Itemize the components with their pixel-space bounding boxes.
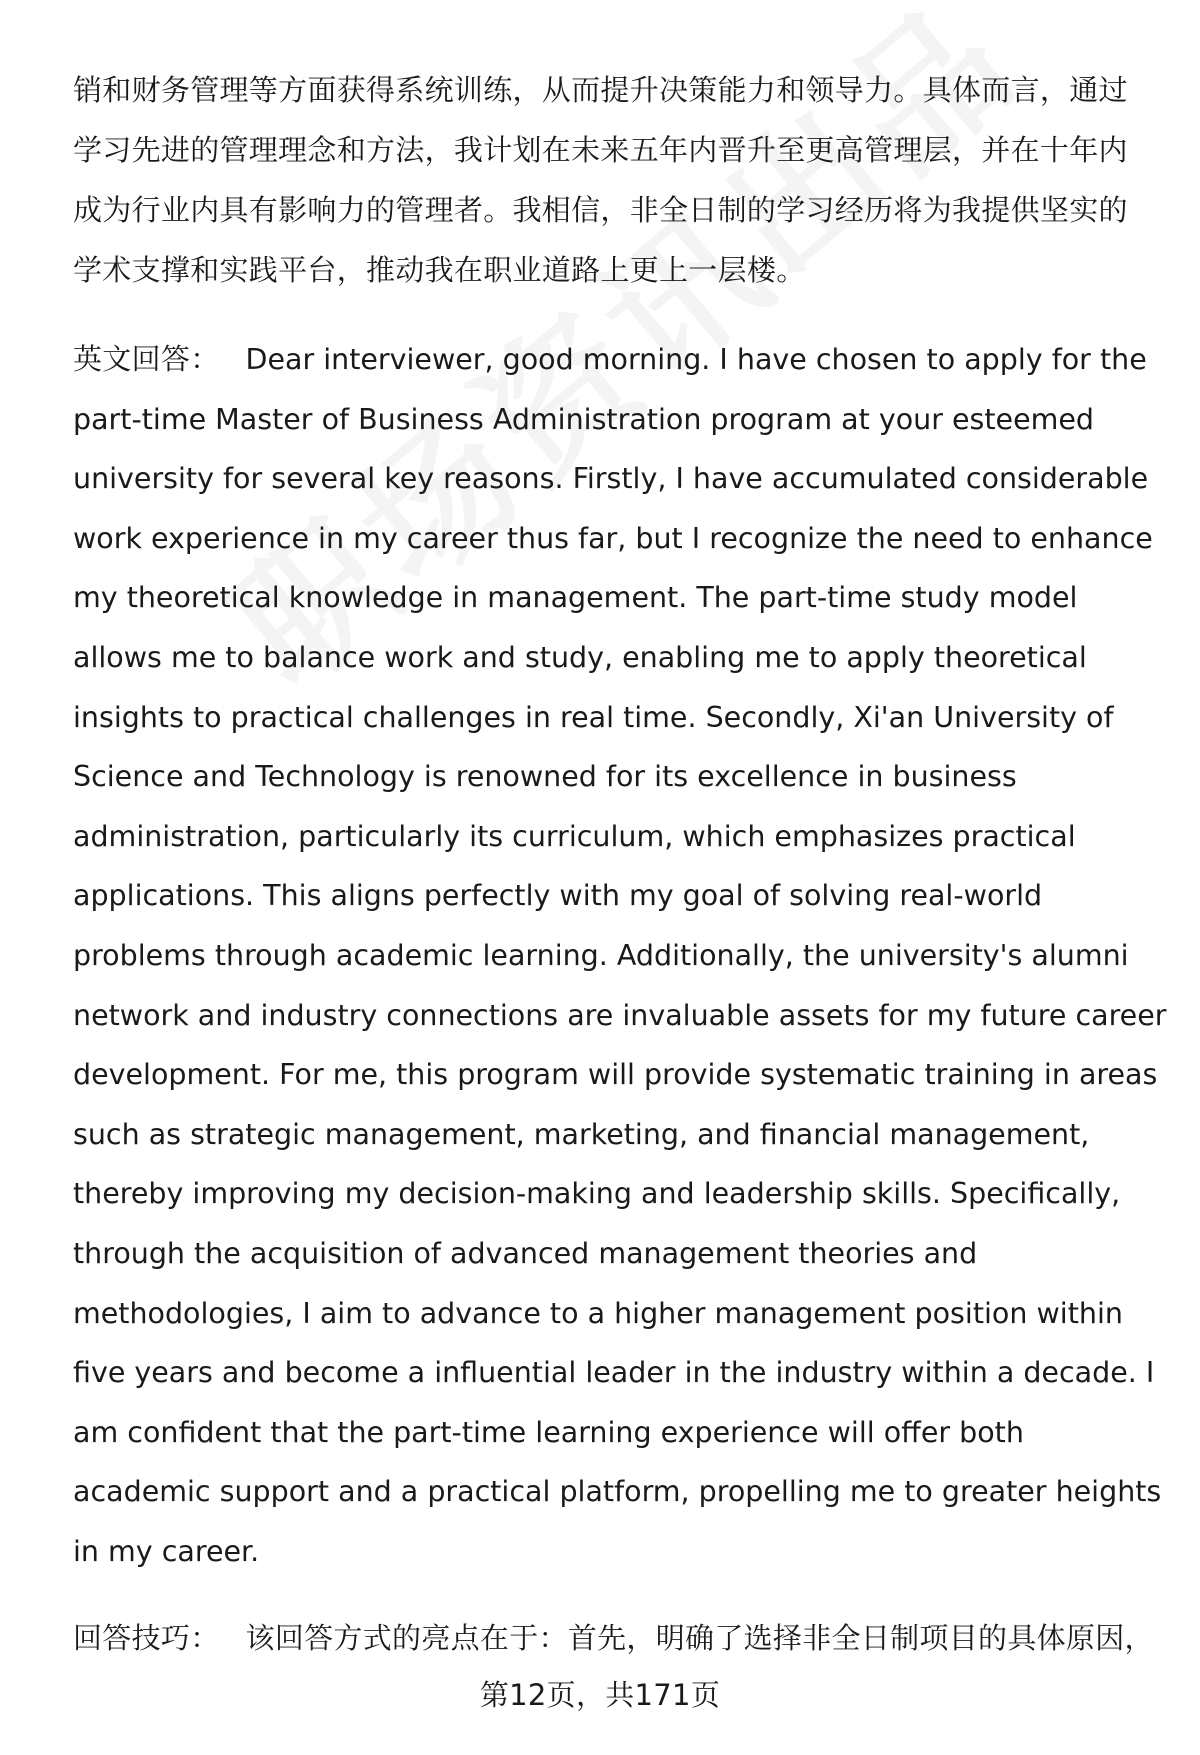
chinese-paragraph <box>73 60 1153 300</box>
english-answer-line: problems through academic learning. Additionally, the university's alumni <box>73 938 1129 972</box>
english-answer-line: university for several key reasons. Firstly, I have accumulated considerable <box>73 462 1149 496</box>
answer-tips <box>73 1608 1163 1668</box>
english-answer-line: part-time Master of Business Administration program at your esteemed <box>73 402 1095 436</box>
english-answer-line: my theoretical knowledge in management. The part-time study model <box>73 581 1078 615</box>
english-answer-line: applications. This aligns perfectly with my goal of solving real-world <box>73 879 1043 913</box>
english-answer-line: thereby improving my decision-making and leadership skills. Specifically, <box>73 1177 1121 1211</box>
english-answer-line: Science and Technology is renowned for its excellence in business <box>73 760 1017 794</box>
english-answer-line: am confident that the part-time learning experience will offer both <box>73 1415 1024 1449</box>
english-answer-line: network and industry connections are invaluable assets for my future career <box>73 998 1167 1032</box>
english-answer-line: development. For me, this program will provide systematic training in areas <box>73 1058 1158 1092</box>
english-answer-line <box>73 330 1163 390</box>
english-answer-line: through the acquisition of advanced management theories and <box>73 1236 978 1270</box>
english-answer-line: in my career. <box>73 1534 260 1568</box>
english-answer-line: work experience in my career thus far, but I recognize the need to enhance <box>73 521 1153 555</box>
english-answer-line: such as strategic management, marketing, and financial management, <box>73 1117 1090 1151</box>
english-answer-line: insights to practical challenges in real time. Secondly, Xi'an University of <box>73 700 1114 734</box>
chinese-line: 学术支撑和实践平台，推动我在职业道路上更上一层楼。 <box>73 253 806 287</box>
page-number: 第12页，共171页 <box>479 1678 721 1712</box>
chinese-line: 学习先进的管理理念和方法，我计划在未来五年内晋升至更高管理层，并在十年内 <box>73 133 1128 167</box>
answer-tips-text: 该回答方式的亮点在于：首先，明确了选择非全日制项目的具体原因， <box>245 1621 1154 1655</box>
chinese-line: 成为行业内具有影响力的管理者。我相信，非全日制的学习经历将为我提供坚实的 <box>73 193 1128 227</box>
english-answer-label: 英文回答： <box>73 342 220 376</box>
english-answer-line: methodologies, I aim to advance to a higher management position within <box>73 1296 1123 1330</box>
english-answer-text: Dear interviewer, good morning. I have chosen to apply for the <box>245 343 1147 376</box>
english-answer-line: academic support and a practical platform, propelling me to greater heights <box>73 1475 1162 1509</box>
english-answer-line: allows me to balance work and study, enabling me to apply theoretical <box>73 640 1087 674</box>
english-answer-line: administration, particularly its curriculum, which emphasizes practical <box>73 819 1076 853</box>
english-answer <box>73 330 1167 1581</box>
answer-tips-label: 回答技巧： <box>73 1621 220 1655</box>
chinese-line: 销和财务管理等方面获得系统训练，从而提升决策能力和领导力。具体而言，通过 <box>73 73 1128 107</box>
english-answer-line: five years and become a influential leader in the industry within a decade. I <box>73 1356 1155 1390</box>
